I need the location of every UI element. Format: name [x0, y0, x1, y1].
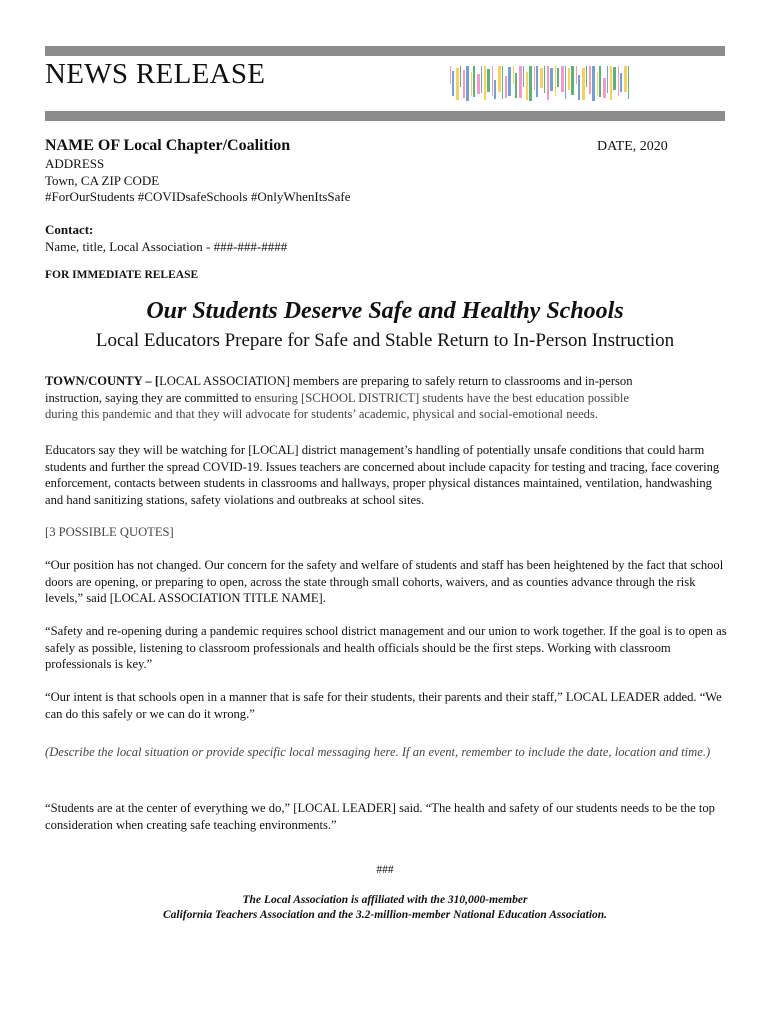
closing-quote: “Students are at the center of everything we do,” [LOCAL LEADER] said. “The health and safety of our students needs to be the top consideration when creating safe teaching environments.” — [45, 801, 715, 832]
logo-stripe — [452, 71, 454, 96]
concerns-paragraph: Educators say they will be watching for [LOCAL] district management’s handling of potentially unsafe conditions that could harm students and further the spread COVID-19. Issues teachers are concerned about include capacity for testing and tracing, face covering enforcement, contacts between students in classrooms and hallways, proper physical distances maintained, ventilation, handwashing and hand sanitizing stations, safety violations and outbreaks at school sites. — [45, 443, 720, 507]
story-subtitle: Local Educators Prepare for Safe and Stable Return to In-Person Instruction — [95, 330, 675, 351]
logo-stripe — [540, 68, 543, 88]
logo-stripe — [523, 66, 524, 87]
header-top-rule — [45, 46, 725, 56]
contact-label: Contact: — [45, 222, 94, 237]
footer-line-1: The Local Association is affiliated with the 310,000-member — [242, 894, 528, 906]
logo-stripe — [555, 66, 556, 96]
logo-stripe — [586, 66, 587, 87]
logo-stripe — [473, 66, 475, 97]
chapter-name: NAME OF Local Chapter/Coalition — [45, 137, 291, 154]
end-mark: ### — [376, 864, 394, 876]
logo-stripe — [534, 66, 535, 90]
logo-stripe — [529, 66, 532, 101]
logo-stripe — [550, 68, 553, 91]
cta-logo — [448, 64, 632, 102]
logo-stripe — [450, 66, 451, 84]
quote-2: “Safety and re-opening during a pandemic requires school district management and our union to work together. If the goal is to open as safely as possible, listening to classroom professionals and health officials should be the first steps. Working with classroom professionals is key.” — [45, 624, 727, 671]
logo-stripe — [628, 66, 629, 99]
logo-stripe — [547, 66, 549, 100]
logo-stripe — [618, 66, 619, 96]
logo-stripe — [582, 68, 585, 100]
quote-3: “Our intent is that schools open in a manner that is safe for their students, their parents and their staff,” LOCAL LEADER added. “We can do this safely or we can do it wrong.” — [45, 690, 722, 721]
footer-line-2: California Teachers Association and the 3.2-million-member National Education Association. — [162, 909, 608, 921]
logo-stripe — [624, 66, 627, 92]
logo-stripe — [463, 70, 465, 98]
logo-stripe — [505, 76, 507, 98]
logo-stripe — [607, 66, 608, 93]
header-bottom-rule — [45, 111, 725, 121]
logo-stripe — [519, 66, 522, 98]
logo-stripe — [487, 69, 490, 92]
immediate-release-label: FOR IMMEDIATE RELEASE — [45, 269, 199, 281]
logo-stripe — [484, 66, 486, 100]
logo-stripe — [620, 73, 622, 92]
logo-stripe — [456, 68, 459, 100]
lead-line-2a: instruction, saying they are committed to — [45, 390, 255, 405]
affiliation-footer — [0, 893, 770, 923]
release-date: DATE, 2020 — [597, 139, 668, 154]
logo-stripe — [471, 72, 472, 96]
lead-line-3: during this pandemic and that they will advocate for students’ academic, physical and social-emotional needs. — [45, 407, 599, 421]
hashtags-line: #ForOurStudents #COVIDsafeSchools #OnlyWhenItsSafe — [45, 189, 351, 204]
logo-stripe — [526, 72, 528, 100]
news-release-heading: NEWS RELEASE — [45, 58, 266, 90]
logo-stripe — [603, 78, 606, 98]
logo-stripe — [589, 66, 591, 94]
logo-stripe — [561, 66, 564, 92]
logo-stripe — [477, 74, 480, 94]
logo-stripe — [571, 66, 574, 95]
quotes-label: [3 POSSIBLE QUOTES] — [45, 525, 174, 539]
logo-stripe — [494, 80, 496, 99]
logo-stripe — [576, 66, 577, 84]
logo-stripe — [492, 66, 493, 96]
dateline: TOWN/COUNTY – [ — [45, 374, 160, 388]
logo-stripe — [536, 66, 538, 97]
logo-stripe — [613, 67, 616, 90]
town-line: Town, CA ZIP CODE — [45, 172, 160, 188]
logo-stripe — [597, 72, 598, 96]
local-situation-note: (Describe the local situation or provide specific local messaging here. If an event, remember to include the date, location and time.) — [45, 745, 711, 759]
logo-stripe — [599, 66, 601, 97]
contact-block — [45, 222, 287, 255]
logo-stripe — [592, 66, 595, 101]
logo-stripe — [565, 66, 566, 99]
lead-line-1: LOCAL ASSOCIATION] members are preparing to safely return to classrooms and in-person — [159, 374, 633, 388]
logo-stripe — [502, 66, 503, 99]
address-block — [45, 156, 350, 206]
logo-stripe — [460, 66, 461, 87]
quote-1: “Our position has not changed. Our concern for the safety and welfare of students and staff has been heightened by the fact that school doors are opening, or preparing to open, across the state through small cohorts, waivers, and as counties advance through the risk levels,” said [LOCAL ASSOCIATION TITLE NAME]. — [45, 558, 724, 605]
logo-stripe — [568, 68, 570, 90]
logo-stripe — [610, 66, 612, 100]
logo-stripe — [513, 66, 514, 84]
logo-stripe — [481, 66, 482, 93]
logo-stripe — [508, 67, 511, 96]
logo-stripe — [578, 75, 580, 100]
logo-stripe — [544, 66, 545, 93]
logo-stripe — [557, 68, 559, 87]
lead-paragraph — [45, 373, 728, 423]
logo-stripe — [466, 66, 469, 101]
story-title: Our Students Deserve Safe and Healthy Schools — [146, 298, 624, 324]
logo-stripe — [515, 73, 517, 98]
contact-value: Name, title, Local Association - ###-###-#### — [45, 238, 288, 254]
address-line: ADDRESS — [45, 156, 105, 171]
logo-stripe — [498, 66, 501, 92]
lead-line-2b: ensuring [SCHOOL DISTRICT] students have the best education possible — [254, 390, 630, 405]
